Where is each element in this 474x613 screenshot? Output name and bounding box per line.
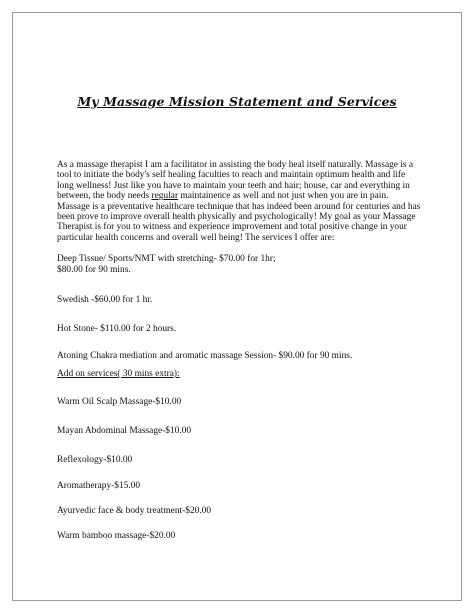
intro-line-8: particular health concerns and overall well being! The services I offer are: (57, 232, 335, 243)
service-atoning-chakra: Atoning Chakra mediation and aromatic massage Session- $90.00 for 90 mins. (57, 351, 353, 361)
intro-line-4 (57, 191, 427, 201)
addon-mayan-abdominal: Mayan Abdominal Massage-$10.00 (57, 426, 192, 436)
addon-ayurvedic: Ayurvedic face & body treatment-$20.00 (57, 506, 212, 516)
intro-line-1: As a massage therapist I am a facilitator in assisting the body heal itself naturally. Massage is a (57, 160, 414, 170)
underlined-regular: regular (151, 191, 179, 202)
intro-line-2: tool to initiate the body's self healing faculties to reach and maintain optimum health and life (57, 170, 406, 181)
intro-paragraph (57, 160, 427, 243)
intro-line-6: been prove to improve overall health physically and psychologically! My goal as your Massage (57, 212, 416, 223)
add-on-heading: Add on services( 30 mins extra): (57, 369, 180, 379)
service-hot-stone: Hot Stone- $110.00 for 2 hours. (57, 324, 177, 334)
document-title: My Massage Mission Statement and Services (77, 94, 397, 109)
intro-line-5: Massage is a preventative healthcare technique that has indeed been around for centuries and has (57, 201, 421, 212)
intro-line-4-start: between, the body needs (57, 191, 152, 202)
service-deep-tissue-line-2: $80.00 for 90 mins. (57, 265, 131, 275)
service-swedish: Swedish -$60.00 for 1 hr. (57, 295, 153, 305)
addon-aromatherapy: Aromatherapy-$15.00 (57, 481, 141, 491)
addon-warm-bamboo: Warm bamboo massage-$20.00 (57, 531, 176, 541)
addon-warm-oil: Warm Oil Scalp Massage-$10.00 (57, 397, 182, 407)
addon-reflexology: Reflexology-$10.00 (57, 455, 133, 465)
intro-line-3: long wellness! Just like you have to maintain your teeth and hair; house, car and everything in (57, 180, 410, 191)
service-deep-tissue-line-1: Deep Tissue/ Sports/NMT with stretching- $70.00 for 1hr; (57, 254, 276, 264)
intro-line-7: Therapist is for you to witness and experience improvement and total positive change in your (57, 222, 407, 233)
intro-line-4-end: maintainence as well and not just when you are in pain. (178, 191, 389, 202)
